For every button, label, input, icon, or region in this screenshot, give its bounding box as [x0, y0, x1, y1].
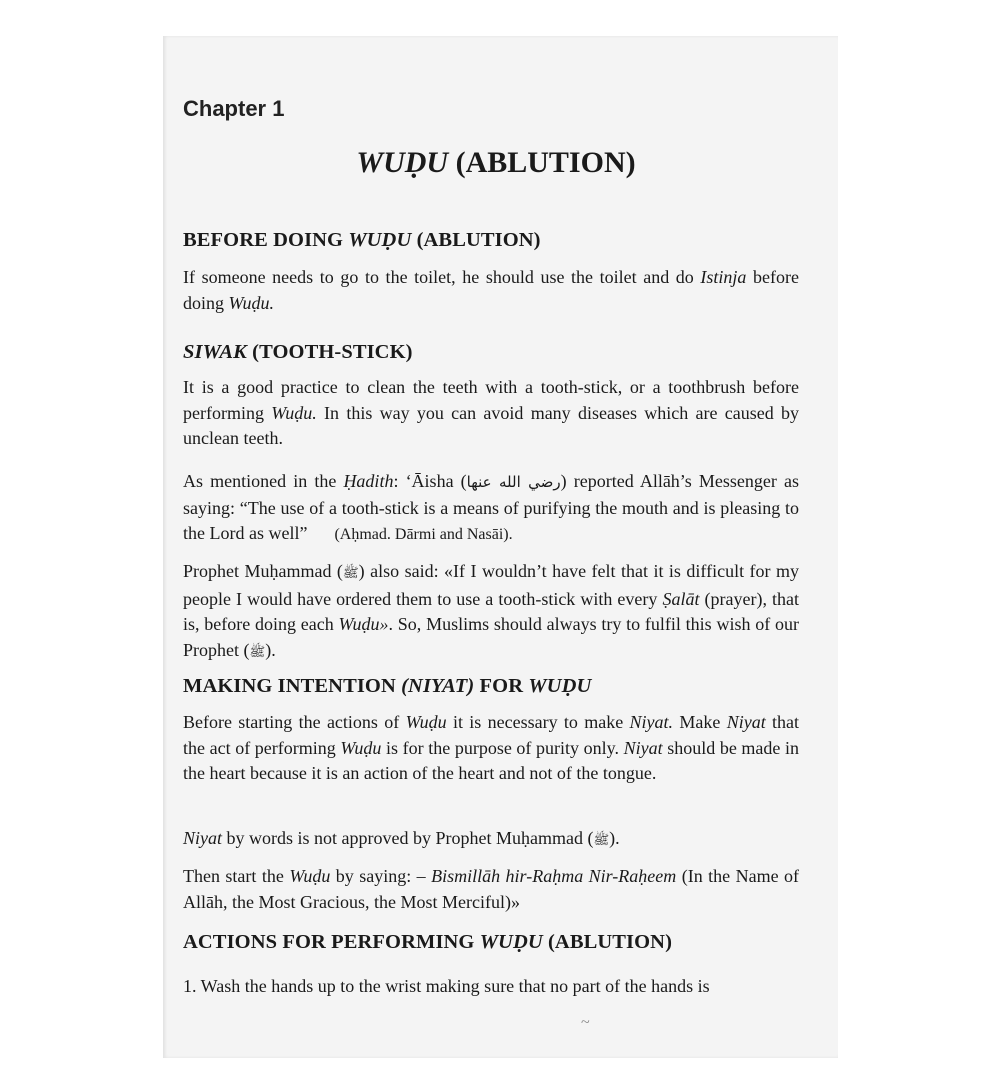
hadith-reference: (Aḥmad. Dārmi and Nasāi). [334, 526, 513, 543]
paragraph-prophet-saying: Prophet Muḥammad (ﷺ) also said: «If I wouldn’t have felt that it is difficult for my people I would have ordered them to use a tooth-stick with every Ṣalāt (prayer), that is, before doing each Wuḍu». So, Muslims should always try to fulfil this wish of our Prophet (ﷺ). [183, 561, 799, 660]
heading-siwak: SIWAK (TOOTH-STICK) [183, 341, 413, 363]
heading-before-wudu: BEFORE DOING WUḌU (ABLUTION) [183, 229, 541, 251]
page-mark: ~ [581, 1014, 590, 1031]
heading-niyat: MAKING INTENTION (NIYAT) FOR WUḌU [183, 675, 592, 697]
paragraph-hadith-aisha: As mentioned in the Ḥadith: ‘Āisha (رضي الله عنها) reported Allāh’s Messenger as saying: “The use of a tooth-stick is a means of purifying the mouth and is pleasing to the Lord as well” (Aḥmad. Dārmi and Nasāi). [183, 471, 800, 543]
book-page [163, 36, 838, 1058]
paragraph-niyat-words: Niyat by words is not approved by Prophet Muḥammad (ﷺ). [183, 828, 620, 848]
paragraph-before-wudu: If someone needs to go to the toilet, he should use the toilet and do Istinja before doing Wuḍu. [183, 267, 800, 313]
list-item-1: 1. Wash the hands up to the wrist making sure that no part of the hands is [183, 976, 710, 996]
arabic-phrase: رضي الله عنها [466, 473, 561, 491]
paragraph-siwak-intro: It is a good practice to clean the teeth with a tooth-stick, or a toothbrush before performing Wuḍu. In this way you can avoid many diseases which are caused by unclean teeth. [183, 377, 799, 448]
heading-actions: ACTIONS FOR PERFORMING WUḌU (ABLUTION) [183, 931, 673, 953]
salutation-glyph: ﷺ [249, 644, 266, 660]
paragraph-niyat: Before starting the actions of Wuḍu it is necessary to make Niyat. Make Niyat that the act of performing Wuḍu is for the purpose of purity only. Niyat should be made in the heart because it is an action of the heart and not of the tongue. [183, 712, 800, 783]
chapter-title: WUḌU (ABLUTION) [356, 146, 636, 179]
chapter-label: Chapter 1 [183, 96, 285, 121]
salutation-glyph: ﷺ [593, 833, 610, 848]
paragraph-bismillah: Then start the Wuḍu by saying: – Bismillāh hir-Raḥma Nir-Raḥeem (In the Name of Allāh, the Most Gracious, the Most Merciful)» [183, 866, 800, 912]
salutation-glyph: ﷺ [342, 566, 359, 581]
